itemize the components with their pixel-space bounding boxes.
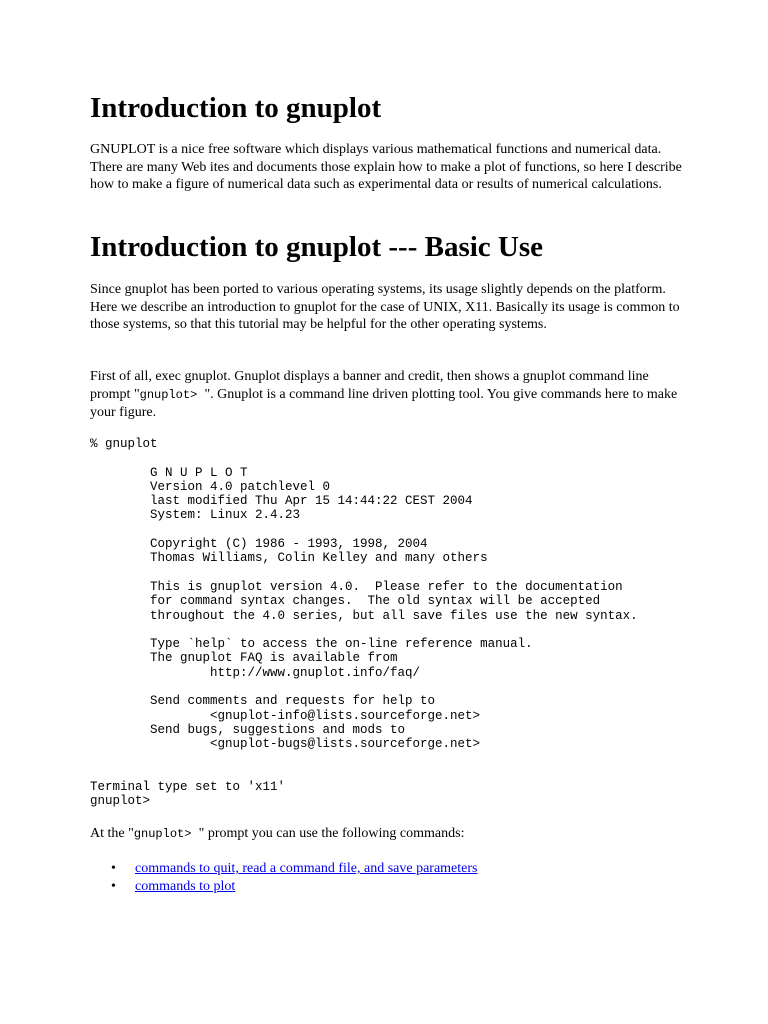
bullet-icon: • <box>111 878 116 894</box>
list-item <box>111 860 478 878</box>
prompt-paragraph-text-start: At the " <box>90 826 134 841</box>
inline-prompt-code: gnuplot> <box>139 387 205 402</box>
exec-paragraph-text-start: First of all, exec gnuplot. Gnuplot displays a banner and credit, then shows a gnuplot command line prompt " <box>90 369 649 402</box>
platform-paragraph: Since gnuplot has been ported to various operating systems, its usage slightly depends on the platform. Here we describe an introduction to gnuplot for the case of UNIX, X11. Basically its usage is common to those systems, so that this tutorial may be helpful for the other operating systems. <box>90 282 680 332</box>
page-title: Introduction to gnuplot <box>90 92 382 124</box>
terminal-session-block: % gnuplot G N U P L O T Version 4.0 patchlevel 0 last modified Thu Apr 15 14:44:22 CEST 2004 System: Linux 2.4.23 Copyright (C) 1986 - 1993, 1998, 2004 Thomas Williams, Colin Kelley and many others This is gnuplot version 4.0. Please refer to the documentation for command syntax changes. The old syntax will be accepted throughout the 4.0 series, but all save files use the new syntax. Type `help` to access the on-line reference manual. The gnuplot FAQ is available from http://www.gnuplot.info/faq/ Send comments and requests for help to <gnuplot-info@lists.sourceforge.net> Send bugs, suggestions and mods to <gnuplot-bugs@lists.sourceforge.net> Terminal type set to 'x11' gnuplot> <box>90 437 638 809</box>
list-item <box>111 878 478 896</box>
prompt-paragraph-text-end: " prompt you can use the following commands: <box>198 826 465 841</box>
exec-paragraph <box>90 368 690 422</box>
prompt-paragraph <box>90 825 690 844</box>
command-links-list <box>90 860 478 895</box>
section-title-basic-use: Introduction to gnuplot --- Basic Use <box>90 231 544 263</box>
inline-prompt-code-2: gnuplot> <box>133 827 199 841</box>
link-quit-read-save-commands[interactable]: commands to quit, read a command file, and save parameters <box>135 861 478 876</box>
bullet-icon: • <box>111 861 116 876</box>
exec-paragraph-text-end: ". Gnuplot is a command line driven plotting tool. You give commands here to make your figure. <box>90 386 678 420</box>
intro-paragraph: GNUPLOT is a nice free software which displays various mathematical functions and numerical data. There are many Web ites and documents those explain how to make a plot of functions, so here I describe how to make a figure of numerical data such as experimental data or results of numerical calculations. <box>90 142 682 192</box>
link-plot-commands[interactable]: commands to plot <box>135 878 236 894</box>
